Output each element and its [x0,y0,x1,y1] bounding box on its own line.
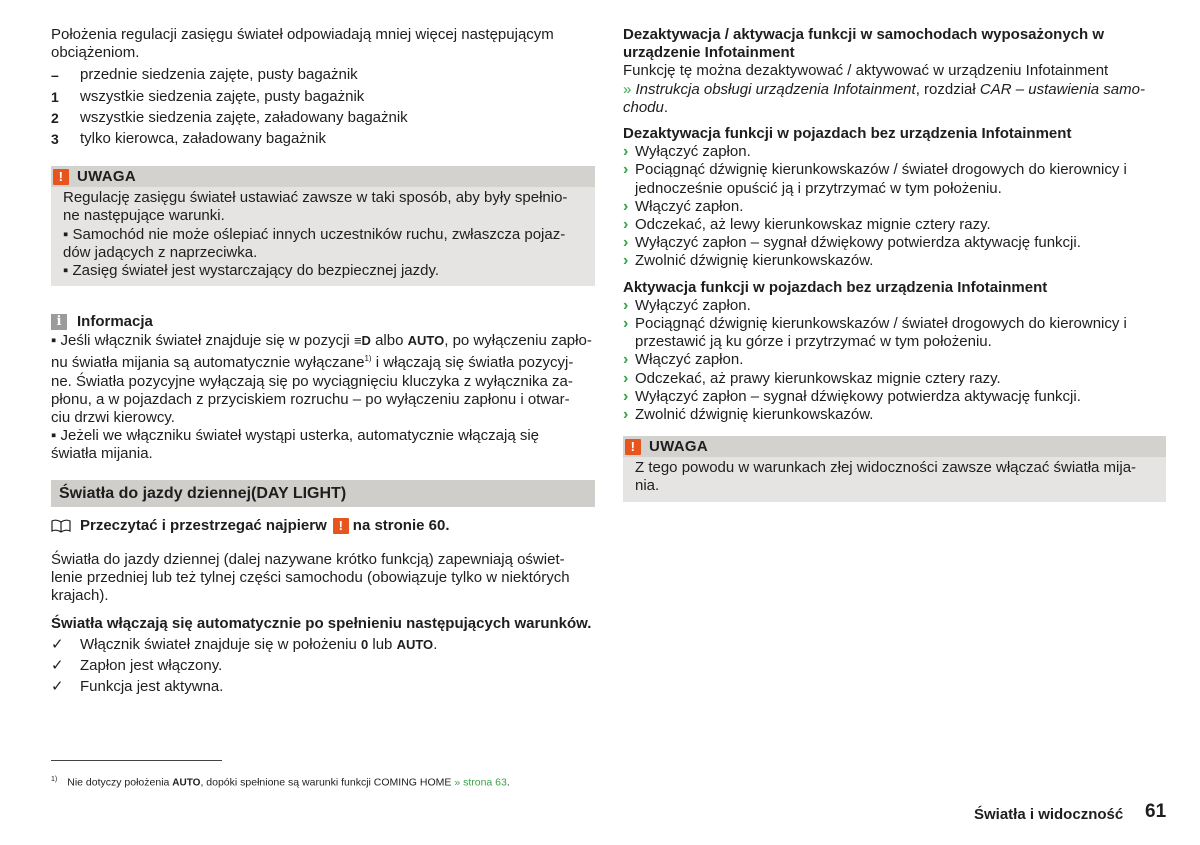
check-icon: ✓ [51,656,64,674]
check-icon: ✓ [51,678,64,696]
list-item [51,66,595,84]
check-text [80,636,437,654]
step-arrow-icon: › [623,216,629,234]
warning-title: UWAGA [77,167,136,185]
step-text: Włączyć zapłon. [635,197,744,215]
section-heading: Dezaktywacja funkcji w pojazdach bez urządzenia Infotainment [623,125,1072,143]
check-item [51,636,595,654]
reference-text-part: , rozdział [915,80,976,98]
step-arrow-icon: › [623,252,629,270]
warning-title: UWAGA [649,437,708,455]
warning-line: nia. [635,477,660,495]
step-text: Wyłączyć zapłon. [635,143,751,161]
step-item [623,216,1166,234]
step-item [623,252,1166,270]
step-arrow-icon: › [623,406,629,424]
step-arrow-icon: › [623,369,629,387]
info-line: ▪ Jeżeli we włączniku świateł wystąpi usterka, automatycznie włączają się [51,427,540,445]
info-line [51,332,595,350]
list-marker: 1 [51,88,59,105]
list-item [51,88,595,106]
footnote-text: Nie dotyczy położenia [67,776,170,789]
footnote-link[interactable]: » strona 63 [454,776,507,789]
footnote-number: 1) [51,776,58,783]
step-arrow-icon: › [623,296,629,314]
footnote-text: , dopóki spełnione są warunki funkcji COMING HOME [200,776,452,789]
info-line: światła mijania. [51,445,153,463]
info-header [51,312,595,332]
list-item [51,109,595,127]
list-item-text: przednie siedzenia zajęte, pusty bagażnik [80,66,358,84]
reference-text [623,81,1166,117]
reference-text-part: . [663,98,669,116]
auto-symbol: AUTO [396,636,434,652]
auto-symbol: AUTO [172,777,201,789]
parking-light-symbol: ≡D [353,333,371,349]
chapter-title: Światła i widoczność [974,806,1124,823]
warning-line: ▪ Samochód nie może oślepiać innych uczestników ruchu, zwłaszcza pojaz- [63,225,566,243]
check-text-part: . [433,635,438,653]
step-text: Odczekać, aż lewy kierunkowskaz mignie cztery razy. [635,216,991,234]
check-text: Funkcja jest aktywna. [80,678,224,696]
step-text: Odczekać, aż prawy kierunkowskaz mignie cztery razy. [635,369,1001,387]
list-item [51,130,595,148]
check-item [51,657,595,675]
warning-line: dów jadących z naprzeciwka. [63,243,258,261]
step-text: Pociągnąć dźwignię kierunkowskazów / świateł drogowych do kierownicy i przestawić ją ku górze i przytrzymać w tym położeniu. [635,315,1127,351]
check-text-part: Włącznik świateł znajduje się w położeniu [80,635,357,653]
step-item [623,406,1166,424]
steps-list [623,297,1166,424]
step-text: Zwolnić dźwignię kierunkowskazów. [635,252,874,270]
auto-symbol: AUTO [407,333,445,349]
step-arrow-icon: › [623,143,629,161]
warning-box [623,436,1166,501]
warning-header [51,166,595,187]
warning-line: Z tego powodu w warunkach złej widoczności zawsze włączać światła mija- [635,459,1137,477]
list-marker: 3 [51,131,59,148]
left-column [51,26,595,699]
step-arrow-icon: › [623,197,629,215]
info-line: płonu, a w pojazdach z przyciskiem rozruchu – po wyłączeniu zapłonu i otwar- [51,390,570,408]
section-title: Światła do jazdy dziennej(DAY LIGHT) [51,480,595,507]
load-list [51,66,595,148]
step-text: Wyłączyć zapłon. [635,296,751,314]
info-title: Informacja [77,313,153,331]
info-line: ciu drzwi kierowcy. [51,409,175,427]
read-first-text: Przeczytać i przestrzegać najpierw [80,516,327,534]
reference-chapter: CAR – ustawienia samo- [979,80,1145,98]
info-line: ne. Światła pozycyjne wyłączają się po wyciągnięciu kluczyka z wyłącznika za- [51,372,573,390]
reference-title: Instrukcja obsługi urządzenia Infotainment [635,80,916,98]
list-marker: – [51,67,59,84]
step-arrow-icon: › [623,351,629,369]
step-item [623,297,1166,315]
check-item [51,678,595,696]
paragraph-line: Światła do jazdy dziennej (dalej nazywane krótko funkcją) zapewniają oświet- [51,550,565,568]
info-text: ▪ Jeśli włącznik świateł znajduje się w pozycji [51,332,350,350]
warning-line: ne następujące warunki. [63,207,225,225]
footnote-ref: 1) [364,354,372,364]
zero-symbol: 0 [360,636,369,652]
step-item [623,351,1166,369]
paragraph-line: lenie przedniej lub też tylnej części samochodu (obowiązuje tylko w niektórych [51,569,570,587]
step-item [623,143,1166,161]
info-line [51,350,595,372]
intro-text: Położenia regulacji zasięgu świateł odpowiadają mniej więcej następującym obciążeniom. [51,26,554,62]
footnote-text: . [506,776,510,789]
section-heading: Dezaktywacja / aktywacja funkcji w samochodach wyposażonych w urządzenie Infotainment [623,26,1105,62]
check-text-part: lub [372,635,393,653]
step-arrow-icon: › [623,315,629,333]
right-column [623,26,1166,502]
list-item-text: wszystkie siedzenia zajęte, załadowany bagażnik [80,108,408,126]
step-item [623,388,1166,406]
step-item [623,198,1166,216]
check-icon: ✓ [51,635,64,653]
step-text: Zwolnić dźwignię kierunkowskazów. [635,406,874,424]
section-heading: Aktywacja funkcji w pojazdach bez urządzenia Infotainment [623,278,1048,296]
warning-icon: ! [53,169,69,185]
warning-icon: ! [625,439,641,455]
page-number: 61 [1145,801,1167,822]
warning-icon: ! [333,518,349,534]
warning-body [51,187,595,280]
check-text: Zapłon jest włączony. [80,656,223,674]
info-text: albo [375,332,404,350]
reference-arrow[interactable]: » [623,80,632,98]
step-text: Wyłączyć zapłon – sygnał dźwiękowy potwierdza aktywację funkcji. [635,387,1081,405]
list-item-text: wszystkie siedzenia zajęte, pusty bagażnik [80,87,365,105]
step-text: Wyłączyć zapłon – sygnał dźwiękowy potwierdza aktywację funkcji. [635,234,1081,252]
conditions-heading: Światła włączają się automatycznie po spełnieniu następujących warunków. [51,615,592,633]
footnote [51,773,510,790]
book-icon [51,519,71,533]
step-arrow-icon: › [623,387,629,405]
reference-chapter: chodu [623,98,664,116]
info-text: i włączają się światła pozycyj- [371,354,574,372]
step-item [623,234,1166,252]
conditions-list [51,636,595,697]
list-item-text: tylko kierowca, załadowany bagażnik [80,130,326,148]
warning-header [623,436,1166,457]
step-item [623,370,1166,388]
list-marker: 2 [51,109,59,126]
paragraph-line: krajach). [51,587,109,605]
steps-list [623,143,1166,270]
paragraph: Funkcję tę można dezaktywować / aktywować w urządzeniu Infotainment [623,62,1109,80]
step-arrow-icon: › [623,161,629,179]
info-text: nu światła mijania są automatycznie wyłączane [51,354,365,372]
step-item [623,161,1166,197]
info-text: , po wyłączeniu zapło- [444,332,592,350]
info-box [51,312,595,463]
daylight-description [51,551,595,606]
warning-line: Regulację zasięgu świateł ustawiać zawsze w taki sposób, aby były spełnio- [63,189,568,207]
read-page-ref[interactable]: na stronie 60. [352,516,450,534]
footnote-divider [51,760,222,761]
warning-body [623,457,1166,495]
warning-box [51,166,595,286]
info-icon: i [51,314,67,330]
step-arrow-icon: › [623,234,629,252]
read-first-note [51,517,595,535]
step-text: Pociągnąć dźwignię kierunkowskazów / świateł drogowych do kierownicy i jednocześnie opuścić ją i przytrzymać w tym położeniu. [635,161,1127,197]
warning-line: ▪ Zasięg świateł jest wystarczający do bezpiecznej jazdy. [63,262,440,280]
step-text: Włączyć zapłon. [635,351,744,369]
step-item [623,315,1166,351]
